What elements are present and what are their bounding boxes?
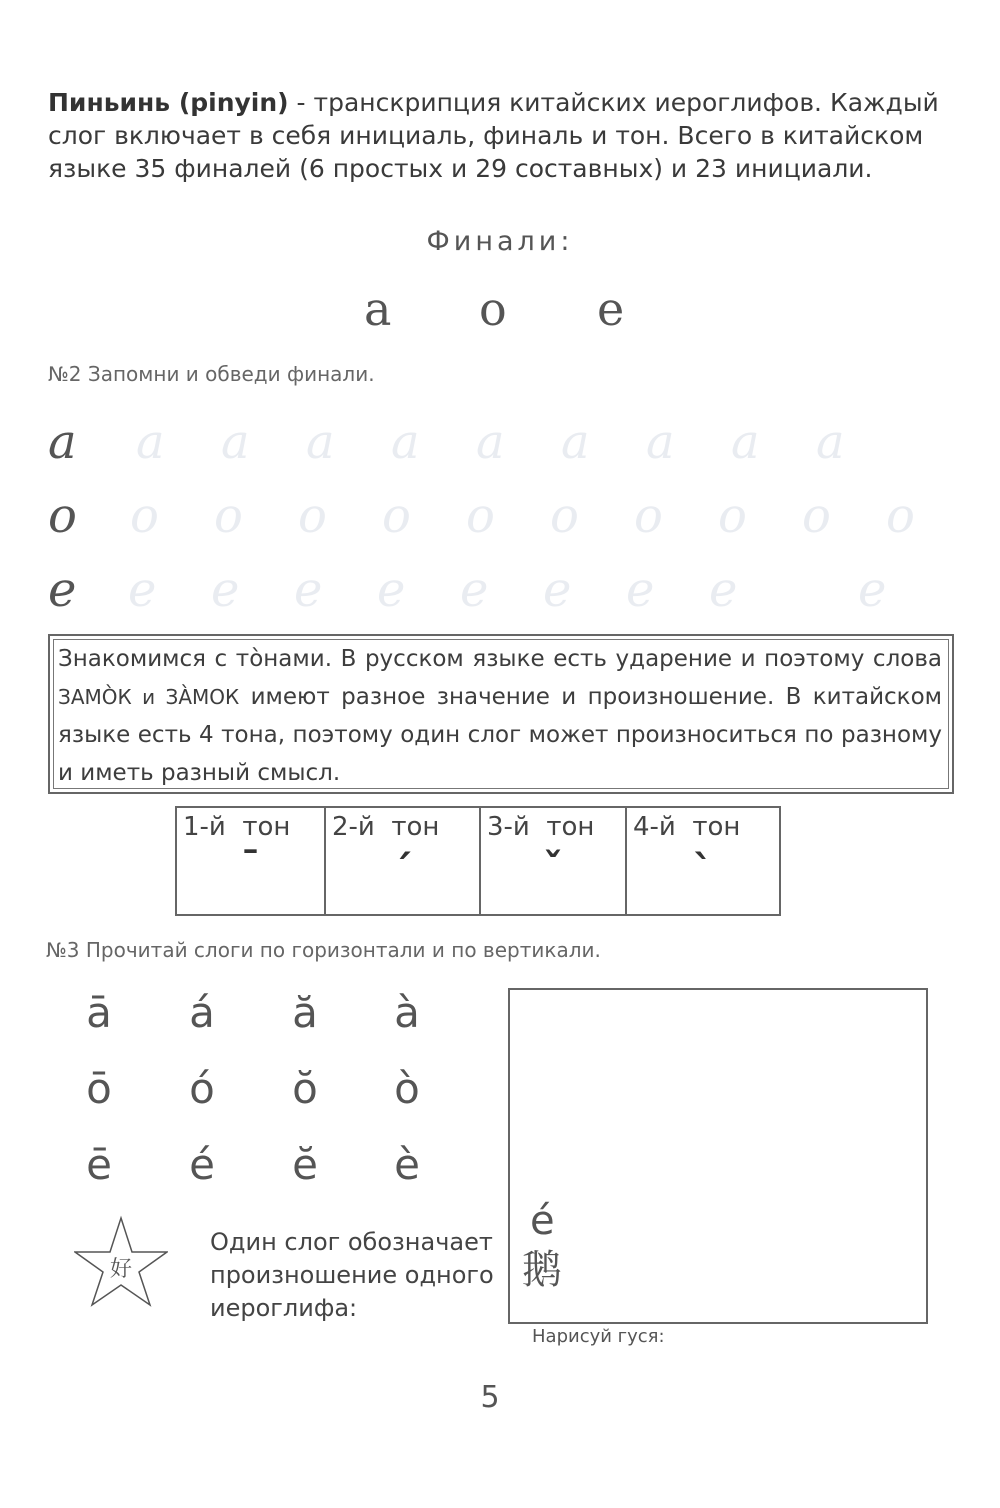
tone-label: 4-й тон (633, 812, 741, 842)
syllable: ò (394, 1064, 420, 1113)
tones-text-part3: имеют разное значение и произношение. В китайском языке есть 4 тона, поэтому один слог может произноситься по разному и иметь разный смысл. (58, 684, 942, 786)
trace-letter[interactable]: e (211, 562, 240, 618)
word-zamok-1: ЗАМО̀К (58, 685, 132, 709)
syllable: ĕ (292, 1140, 318, 1189)
pinyin-term: Пиньинь (pinyin) (48, 88, 289, 117)
tone-cell-4 (626, 807, 780, 915)
tone-mark-rising: ˊ (392, 848, 413, 894)
trace-letter[interactable]: e (377, 562, 406, 618)
tone-label: 2-й тон (332, 812, 440, 842)
syllable: ē (86, 1140, 112, 1189)
trace-letter[interactable]: o (718, 488, 747, 544)
syllable: è (394, 1140, 420, 1189)
final-a: a (364, 282, 392, 336)
trace-letter[interactable]: a (561, 414, 590, 470)
tone-label: 3-й тон (487, 812, 595, 842)
trace-lead-letter: a (48, 414, 77, 470)
trace-letter[interactable]: o (214, 488, 243, 544)
goose-character: 鹅 (522, 1247, 562, 1293)
trace-lead-letter: e (48, 562, 77, 618)
trace-letter[interactable]: a (136, 414, 165, 470)
final-e: e (597, 282, 625, 336)
syllable: à (394, 988, 420, 1037)
trace-letter[interactable]: e (543, 562, 572, 618)
trace-letter[interactable]: e (709, 562, 738, 618)
tones-intro-box (48, 634, 954, 794)
trace-row-a (48, 414, 948, 484)
trace-letter[interactable]: a (221, 414, 250, 470)
task3-label: №3 Прочитай слоги по горизонтали и по вертикали. (46, 938, 601, 962)
trace-letter[interactable]: o (886, 488, 915, 544)
syllable: ó (189, 1064, 215, 1113)
tone-mark-falling: ˋ (693, 848, 713, 894)
trace-row-e (48, 562, 948, 632)
trace-lead-letter: o (48, 488, 77, 544)
trace-letter[interactable]: e (858, 562, 887, 618)
task2-label: №2 Запомни и обведи финали. (48, 362, 375, 386)
finals-title: Финали: (426, 226, 574, 257)
trace-letter[interactable]: a (306, 414, 335, 470)
trace-letter[interactable]: o (802, 488, 831, 544)
tones-text-part1: Знакомимся с то̀нами. В русском языке есть ударение и поэтому слова (58, 646, 942, 672)
star-character: 好 (109, 1257, 133, 1282)
syllable: ŏ (292, 1064, 318, 1113)
syllable: ă (292, 988, 318, 1037)
trace-row-o (48, 488, 948, 558)
drawing-caption: Нарисуй гуся: (532, 1326, 665, 1347)
syllable: ā (86, 988, 112, 1037)
trace-letter[interactable]: o (466, 488, 495, 544)
star-icon (74, 1214, 168, 1308)
trace-letter[interactable]: a (391, 414, 420, 470)
tone-cell-3 (480, 807, 626, 915)
trace-letter[interactable]: a (816, 414, 845, 470)
trace-letter[interactable]: o (130, 488, 159, 544)
page-number: 5 (480, 1380, 500, 1415)
intro-paragraph (48, 86, 948, 185)
tone-cell-2 (325, 807, 480, 915)
syllable: ō (86, 1064, 112, 1113)
tone-table (175, 806, 781, 916)
tones-intro-text (58, 640, 942, 792)
syllable-note: Один слог обозначает произношение одного иероглифа: (210, 1228, 494, 1322)
syllable: é (189, 1140, 215, 1189)
trace-letter[interactable]: o (550, 488, 579, 544)
tones-text-part2: и (131, 685, 166, 709)
trace-letter[interactable]: o (634, 488, 663, 544)
tones-intro-inner-frame (53, 639, 949, 789)
trace-letter[interactable]: e (626, 562, 655, 618)
tone-mark-flat: ˉ (240, 844, 261, 890)
trace-letter[interactable]: o (298, 488, 327, 544)
trace-letter[interactable]: a (476, 414, 505, 470)
word-zamok-2: ЗА̀МОК (165, 685, 240, 709)
syllable: á (189, 988, 215, 1037)
tone-mark-dipping: ˇ (543, 846, 563, 892)
tone-cell-1 (176, 807, 325, 915)
goose-pinyin: é (530, 1198, 555, 1244)
trace-letter[interactable]: e (128, 562, 157, 618)
trace-letter[interactable]: a (731, 414, 760, 470)
drawing-box[interactable] (508, 988, 928, 1324)
tone-label: 1-й тон (183, 812, 291, 842)
trace-letter[interactable]: a (646, 414, 675, 470)
trace-letter[interactable]: o (382, 488, 411, 544)
trace-letter[interactable]: e (294, 562, 323, 618)
trace-letter[interactable]: e (460, 562, 489, 618)
intro-text: - транскрипция китайских иероглифов. Каждый слог включает в себя инициаль, финаль и тон. Всего в китайском языке 35 финалей (6 простых и 29 составных) и 23 инициали. (48, 88, 939, 183)
final-o: o (479, 282, 507, 336)
